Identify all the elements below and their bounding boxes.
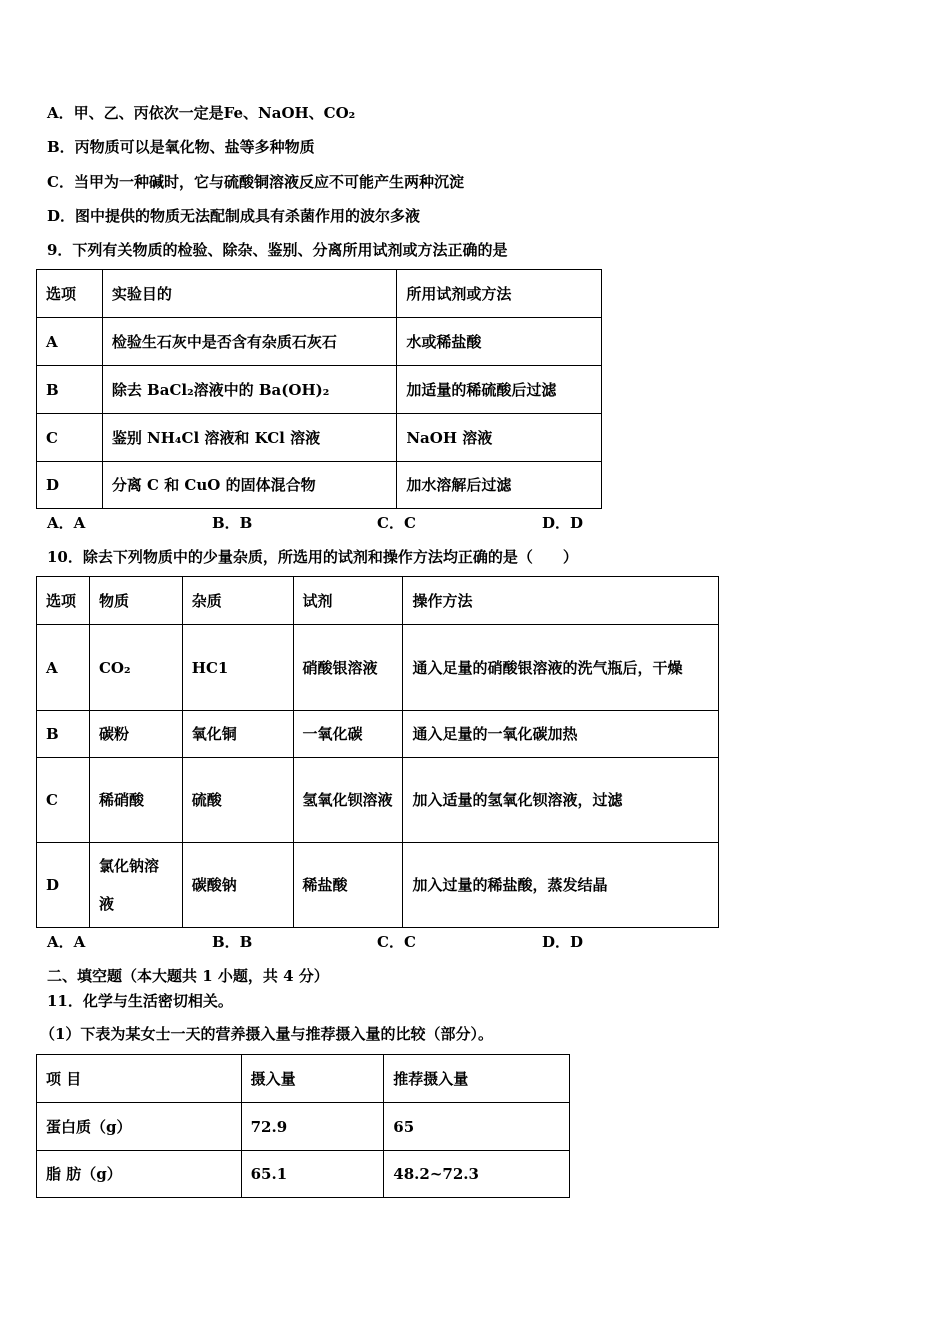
table-cell: 蛋白质（g） bbox=[37, 1103, 242, 1151]
table-header-row bbox=[37, 577, 719, 625]
table-cell: 氯化钠溶液 bbox=[89, 843, 182, 928]
q11-stem: 11．化学与生活密切相关。 bbox=[47, 992, 233, 1010]
answer-option-b[interactable]: B．B bbox=[212, 933, 253, 951]
q9-answer-options bbox=[47, 512, 707, 533]
table-cell: 碳酸钠 bbox=[182, 843, 293, 928]
table-cell: B bbox=[37, 711, 90, 758]
table-row bbox=[37, 758, 719, 843]
table-row bbox=[37, 711, 719, 758]
table-row bbox=[37, 1103, 570, 1151]
header-cell: 项 目 bbox=[37, 1055, 242, 1103]
table-cell: 分离 C 和 CuO 的固体混合物 bbox=[102, 462, 397, 509]
table-cell: 65.1 bbox=[241, 1151, 384, 1198]
table-cell: 65 bbox=[384, 1103, 570, 1151]
table-cell: HC1 bbox=[182, 625, 293, 711]
q8-option-a: A．甲、乙、丙依次一定是Fe、NaOH、CO₂ bbox=[47, 104, 356, 122]
table-cell: 加适量的稀硫酸后过滤 bbox=[397, 366, 602, 414]
answer-option-c[interactable]: C．C bbox=[377, 933, 416, 951]
table-cell: B bbox=[37, 366, 103, 414]
table-cell: 加入适量的氢氧化钡溶液，过滤 bbox=[403, 758, 719, 843]
header-cell: 操作方法 bbox=[403, 577, 719, 625]
table-row bbox=[37, 843, 719, 928]
table-row bbox=[37, 366, 602, 414]
table-cell: A bbox=[37, 318, 103, 366]
table-cell: 48.2~72.3 bbox=[384, 1151, 570, 1198]
answer-option-d[interactable]: D．D bbox=[542, 514, 584, 532]
table-cell: C bbox=[37, 758, 90, 843]
header-cell: 实验目的 bbox=[102, 270, 397, 318]
header-cell: 选项 bbox=[37, 270, 103, 318]
table-row bbox=[37, 414, 602, 462]
table-row bbox=[37, 462, 602, 509]
table-cell: 鉴别 NH₄Cl 溶液和 KCl 溶液 bbox=[102, 414, 397, 462]
section-title: 二、填空题（本大题共 1 小题，共 4 分） bbox=[47, 967, 329, 985]
table-cell: 除去 BaCl₂溶液中的 Ba(OH)₂ bbox=[102, 366, 397, 414]
q10-table bbox=[36, 576, 719, 928]
table-cell: 硝酸银溶液 bbox=[293, 625, 403, 711]
table-cell: 碳粉 bbox=[89, 711, 182, 758]
table-row bbox=[37, 318, 602, 366]
table-row bbox=[37, 1151, 570, 1198]
table-cell: 通入足量的硝酸银溶液的洗气瓶后，干燥 bbox=[403, 625, 719, 711]
table-cell: 72.9 bbox=[241, 1103, 384, 1151]
table-cell: NaOH 溶液 bbox=[397, 414, 602, 462]
q8-option-d: D．图中提供的物质无法配制成具有杀菌作用的波尔多液 bbox=[47, 207, 421, 225]
table-cell: 稀硝酸 bbox=[89, 758, 182, 843]
table-cell: A bbox=[37, 625, 90, 711]
answer-option-a[interactable]: A．A bbox=[47, 933, 86, 951]
table-header-row bbox=[37, 1055, 570, 1103]
table-cell: 检验生石灰中是否含有杂质石灰石 bbox=[102, 318, 397, 366]
table-cell: D bbox=[37, 462, 103, 509]
header-cell: 杂质 bbox=[182, 577, 293, 625]
header-cell: 试剂 bbox=[293, 577, 403, 625]
q10-stem: 10．除去下列物质中的少量杂质，所选用的试剂和操作方法均正确的是（ ） bbox=[47, 548, 578, 566]
header-cell: 推荐摄入量 bbox=[384, 1055, 570, 1103]
table-header-row bbox=[37, 270, 602, 318]
table-cell: 加入过量的稀盐酸，蒸发结晶 bbox=[403, 843, 719, 928]
table-cell: 氢氧化钡溶液 bbox=[293, 758, 403, 843]
table-cell: C bbox=[37, 414, 103, 462]
header-cell: 物质 bbox=[89, 577, 182, 625]
answer-option-a[interactable]: A．A bbox=[47, 514, 86, 532]
table-cell: 水或稀盐酸 bbox=[397, 318, 602, 366]
q9-table bbox=[36, 269, 602, 509]
q10-answer-options bbox=[47, 931, 707, 952]
table-cell: 氧化铜 bbox=[182, 711, 293, 758]
nutrition-table bbox=[36, 1054, 570, 1198]
answer-option-b[interactable]: B．B bbox=[212, 514, 253, 532]
table-cell: 加水溶解后过滤 bbox=[397, 462, 602, 509]
table-cell: 硫酸 bbox=[182, 758, 293, 843]
table-row bbox=[37, 625, 719, 711]
header-cell: 选项 bbox=[37, 577, 90, 625]
table-cell: 脂 肪（g） bbox=[37, 1151, 242, 1198]
table-cell: CO₂ bbox=[89, 625, 182, 711]
answer-option-d[interactable]: D．D bbox=[542, 933, 584, 951]
q9-stem: 9．下列有关物质的检验、除杂、鉴别、分离所用试剂或方法正确的是 bbox=[47, 241, 508, 259]
q8-option-c: C．当甲为一种碱时，它与硫酸铜溶液反应不可能产生两种沉淀 bbox=[47, 173, 464, 191]
header-cell: 所用试剂或方法 bbox=[397, 270, 602, 318]
q11-sub1: （1）下表为某女士一天的营养摄入量与推荐摄入量的比较（部分）。 bbox=[40, 1025, 493, 1043]
header-cell: 摄入量 bbox=[241, 1055, 384, 1103]
q8-option-b: B．丙物质可以是氧化物、盐等多种物质 bbox=[47, 138, 315, 156]
answer-option-c[interactable]: C．C bbox=[377, 514, 416, 532]
table-cell: 通入足量的一氧化碳加热 bbox=[403, 711, 719, 758]
table-cell: 稀盐酸 bbox=[293, 843, 403, 928]
table-cell: D bbox=[37, 843, 90, 928]
table-cell: 一氧化碳 bbox=[293, 711, 403, 758]
